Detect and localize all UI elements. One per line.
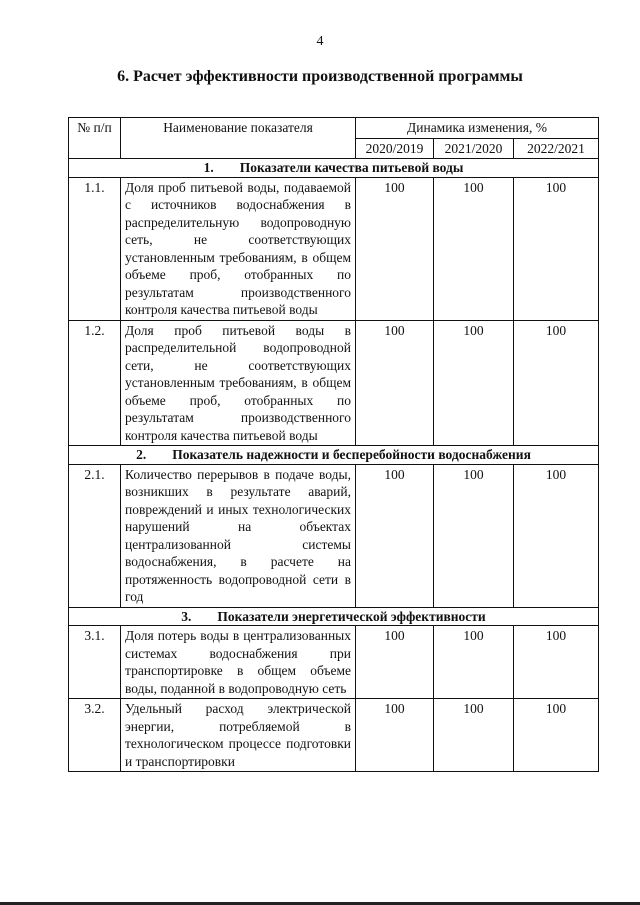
row-value: 100 <box>356 626 434 699</box>
header-year: 2020/2019 <box>356 138 434 159</box>
row-value: 100 <box>434 626 514 699</box>
row-number: 3.2. <box>69 699 121 772</box>
row-number: 2.1. <box>69 464 121 607</box>
table-row <box>69 626 599 699</box>
page-number: 4 <box>316 34 324 49</box>
row-value: 100 <box>514 177 599 320</box>
row-description: Доля проб питьевой воды, подаваемой с источников водоснабжения в распределительную водопроводную сеть, не соответствующих установленным требованиям, в общем объеме проб, отобранных по результатам производственного контроля качества питьевой воды <box>121 177 356 320</box>
header-name: Наименование показателя <box>121 118 356 159</box>
row-value: 100 <box>434 177 514 320</box>
header-num: № п/п <box>69 118 121 159</box>
row-value: 100 <box>356 464 434 607</box>
group-number: 1. <box>203 160 214 175</box>
header-year: 2021/2020 <box>434 138 514 159</box>
header-dynamics: Динамика изменения, % <box>356 118 599 139</box>
group-number: 2. <box>136 447 147 462</box>
row-description: Доля проб питьевой воды в распределительной водопроводной сети, не соответствующих установленным требованиям, в общем объеме проб, отобранных по результатам производственного контроля качества питьевой воды <box>121 320 356 446</box>
row-value: 100 <box>434 320 514 446</box>
group-number: 3. <box>181 608 192 624</box>
group-row <box>69 607 599 626</box>
header-year: 2022/2021 <box>514 138 599 159</box>
row-description: Удельный расход электрической энергии, потребляемой в технологическом процессе подготовки и транспортировки <box>121 699 356 772</box>
group-row <box>69 446 599 465</box>
row-number: 1.1. <box>69 177 121 320</box>
row-value: 100 <box>514 699 599 772</box>
row-value: 100 <box>434 464 514 607</box>
row-value: 100 <box>434 699 514 772</box>
row-number: 3.1. <box>69 626 121 699</box>
table-row <box>69 320 599 446</box>
group-title: Показатели энергетической эффективности <box>217 608 486 624</box>
row-value: 100 <box>356 699 434 772</box>
table-row <box>69 177 599 320</box>
row-description: Количество перерывов в подаче воды, возникших в результате аварий, повреждений и иных технологических нарушений на объектах централизованной системы водоснабжения, в расчете на протяженность водопроводной сети в год <box>121 464 356 607</box>
efficiency-table <box>68 117 599 772</box>
group-title: Показатели качества питьевой воды <box>239 160 464 175</box>
row-value: 100 <box>356 177 434 320</box>
row-value: 100 <box>356 320 434 446</box>
row-value: 100 <box>514 464 599 607</box>
row-value: 100 <box>514 320 599 446</box>
row-description: Доля потерь воды в централизованных системах водоснабжения при транспортировке в общем объеме воды, поданной в водопроводную сеть <box>121 626 356 699</box>
group-row <box>69 159 599 178</box>
table-row <box>69 464 599 607</box>
table-header <box>69 118 599 159</box>
table-row <box>69 699 599 772</box>
section-title: 6. Расчет эффективности производственной программы <box>117 68 523 85</box>
row-value: 100 <box>514 626 599 699</box>
group-title: Показатель надежности и бесперебойности водоснабжения <box>172 447 531 462</box>
row-number: 1.2. <box>69 320 121 446</box>
